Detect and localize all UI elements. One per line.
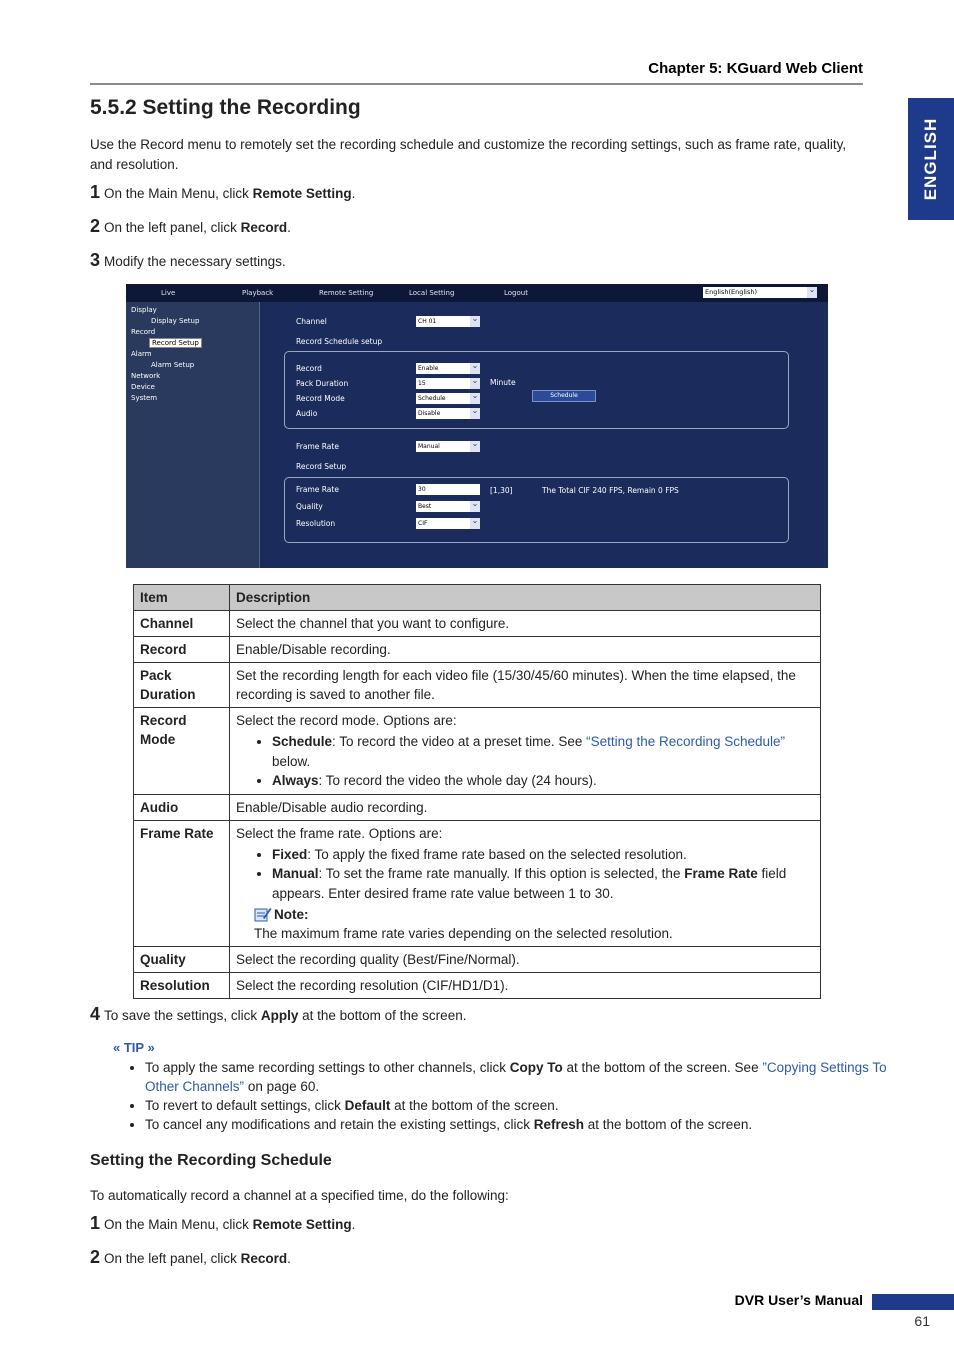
nav-logout[interactable]: Logout (504, 289, 528, 297)
step-text-end: . (287, 1251, 291, 1266)
tree-system[interactable]: System (131, 394, 158, 402)
step-text: Modify the necessary settings. (104, 254, 286, 269)
section-title: 5.5.2 Setting the Recording (90, 96, 361, 119)
header-description: Description (230, 585, 821, 611)
footer-accent-bar (872, 1294, 954, 1310)
row-description (230, 708, 821, 795)
fps-info: The Total CIF 240 FPS, Remain 0 FPS (542, 486, 679, 495)
option-bold: Frame Rate (684, 866, 758, 881)
step-text-end: . (287, 220, 291, 235)
tree-record[interactable]: Record (131, 328, 156, 336)
framerate-intro: Select the frame rate. Options are: (236, 825, 443, 841)
step-text: On the left panel, click (104, 1251, 241, 1266)
intro-paragraph: Use the Record menu to remotely set the recording schedule and customize the recording settings, such as frame rate, quality, and resolution. (90, 137, 847, 172)
tree-display-setup[interactable]: Display Setup (151, 317, 200, 325)
top-nav-bar (126, 284, 828, 302)
tip-label: « TIP » (113, 1040, 155, 1055)
frame-rate-range: [1,30] (490, 486, 513, 495)
nav-playback[interactable]: Playback (242, 289, 274, 297)
pack-duration-select[interactable]: 15 ⌄ (416, 378, 480, 389)
step-4 (90, 1004, 466, 1025)
step-text: On the Main Menu, click (104, 186, 253, 201)
schedule-setup-label: Record Schedule setup (296, 337, 383, 346)
step-bold: Record (240, 1251, 288, 1266)
tree-alarm[interactable]: Alarm (131, 350, 152, 358)
page-number: 61 (914, 1313, 930, 1329)
note-text: The maximum frame rate varies depending on the selected resolution. (254, 926, 673, 941)
table-row (134, 708, 821, 795)
frame-rate-label: Frame Rate (296, 442, 339, 451)
tip-text: To cancel any modifications and retain the existing settings, click (145, 1117, 534, 1132)
nav-live[interactable]: Live (161, 289, 176, 297)
mode-intro: Select the record mode. Options are: (236, 713, 457, 728)
step-1 (90, 182, 355, 203)
table-row (134, 973, 821, 999)
sub-step-2 (90, 1247, 291, 1268)
option-text-end: field appears. Enter desired frame rate value between 1 to 30. (272, 866, 787, 901)
step-text-end: at the bottom of the screen. (298, 1008, 467, 1023)
table-row (134, 663, 821, 708)
row-item: Pack Duration (134, 663, 230, 708)
tip-text-end: at the bottom of the screen. (583, 1117, 753, 1132)
tree-device[interactable]: Device (131, 383, 155, 391)
frame-rate-input-label: Frame Rate (296, 485, 339, 494)
channel-label: Channel (296, 317, 327, 326)
step-number: 1 (90, 182, 101, 202)
row-description: Set the recording length for each video file (15/30/45/60 minutes). When the time elapsed, the recording is saved to another file. (230, 663, 821, 708)
step-3 (90, 250, 286, 271)
settings-table (133, 584, 821, 999)
step-2 (90, 216, 291, 237)
option-name: Always (272, 773, 319, 788)
setup-group-box (284, 477, 789, 543)
note-icon (254, 906, 272, 922)
record-select[interactable]: Enable ⌄ (416, 363, 480, 374)
tip-bold: Default (344, 1098, 391, 1113)
note-block (236, 905, 814, 943)
nav-local-setting[interactable]: Local Setting (409, 289, 455, 297)
step-text: On the Main Menu, click (104, 1217, 253, 1232)
audio-select[interactable]: Disable ⌄ (416, 408, 480, 419)
option-text-end: below. (272, 753, 311, 769)
channel-select[interactable]: CH 01 ⌄ (416, 316, 480, 327)
step-number: 2 (90, 216, 101, 236)
language-select[interactable]: English(English) ⌄ (703, 287, 817, 298)
option-text: : To apply the fixed frame rate based on the selected resolution. (307, 846, 687, 862)
tip-text: To revert to default settings, click (145, 1098, 345, 1113)
list-item (145, 1058, 905, 1096)
table-row (134, 794, 821, 820)
quality-select[interactable]: Best ⌄ (416, 501, 480, 512)
tip-bold: Copy To (509, 1060, 563, 1075)
pack-duration-label: Pack Duration (296, 379, 349, 388)
row-item: Record Mode (134, 708, 230, 795)
list-item (272, 864, 814, 903)
note-label: Note: (274, 907, 309, 922)
list-item (272, 845, 814, 865)
step-bold: Remote Setting (252, 1217, 352, 1232)
step-number: 3 (90, 250, 101, 270)
footer-manual-title: DVR User’s Manual (734, 1292, 863, 1308)
step-number: 1 (90, 1213, 101, 1233)
tip-bold: Refresh (533, 1117, 584, 1132)
quality-label: Quality (296, 502, 323, 511)
step-text-end: . (351, 186, 356, 201)
list-item (145, 1115, 905, 1134)
tree-alarm-setup[interactable]: Alarm Setup (151, 361, 195, 369)
subsection-title: Setting the Recording Schedule (90, 1152, 332, 1169)
left-panel (126, 302, 260, 568)
table-row (134, 947, 821, 973)
option-text: : To record the video at a preset time. See (332, 734, 587, 749)
header-rule (90, 83, 863, 85)
row-item: Channel (134, 611, 230, 637)
schedule-button[interactable]: Schedule (532, 390, 596, 402)
step-text: On the left panel, click (104, 220, 241, 235)
list-item (272, 732, 814, 771)
list-item (145, 1096, 905, 1115)
tip-text: To apply the same recording settings to other channels, click (145, 1060, 510, 1075)
step-number: 4 (90, 1004, 101, 1024)
record-mode-select[interactable]: Schedule ⌄ (416, 393, 480, 404)
resolution-select[interactable]: CIF ⌄ (416, 518, 480, 529)
chapter-header: Chapter 5: KGuard Web Client (648, 60, 863, 77)
step-bold: Remote Setting (252, 186, 352, 201)
row-item: Quality (134, 947, 230, 973)
step-text: To save the settings, click (104, 1008, 261, 1023)
row-description: Enable/Disable audio recording. (230, 794, 821, 820)
frame-rate-input[interactable]: 30 (416, 484, 480, 495)
tree-network[interactable]: Network (131, 372, 161, 380)
table-row (134, 820, 821, 947)
step-bold: Apply (260, 1008, 299, 1023)
sub-intro: To automatically record a channel at a specified time, do the following: (90, 1188, 509, 1203)
record-label: Record (296, 364, 322, 373)
option-name: Schedule (272, 734, 333, 749)
resolution-label: Resolution (296, 519, 336, 528)
row-item: Resolution (134, 973, 230, 999)
side-tab-label: ENGLISH (921, 117, 940, 201)
tip-text: at the bottom of the screen. See (562, 1060, 763, 1075)
nav-remote-setting[interactable]: Remote Setting (319, 289, 374, 297)
schedule-link[interactable]: “Setting the Recording Schedule” (586, 734, 786, 749)
step-bold: Record (240, 220, 288, 235)
record-setup-label: Record Setup (296, 462, 347, 471)
list-item (272, 771, 814, 791)
record-setup-screenshot (126, 284, 828, 568)
table-row (134, 637, 821, 663)
row-description: Enable/Disable recording. (230, 637, 821, 663)
row-description: Select the recording quality (Best/Fine/Normal). (230, 947, 821, 973)
row-item: Frame Rate (134, 820, 230, 947)
tree-record-setup[interactable]: Record Setup (149, 338, 202, 348)
frame-rate-select[interactable]: Manual ⌄ (416, 441, 480, 452)
row-item: Record (134, 637, 230, 663)
tip-text-end: at the bottom of the screen. (390, 1098, 559, 1113)
row-item: Audio (134, 794, 230, 820)
record-mode-label: Record Mode (296, 394, 345, 403)
option-name: Manual (272, 866, 319, 881)
step-number: 2 (90, 1247, 101, 1267)
table-header-row (134, 585, 821, 611)
minute-label: Minute (490, 378, 516, 387)
option-text: : To set the frame rate manually. If this option is selected, the (318, 866, 685, 881)
header-item: Item (134, 585, 230, 611)
language-side-tab (908, 98, 954, 220)
copying-settings-link[interactable]: ”Copying Settings To Other Channels” (145, 1060, 887, 1094)
tip-text-end: on page 60. (244, 1079, 320, 1094)
row-description (230, 820, 821, 947)
table-row (134, 611, 821, 637)
tip-list (90, 1058, 905, 1134)
step-text-end: . (351, 1217, 356, 1232)
option-name: Fixed (272, 846, 308, 862)
mode-options (236, 732, 814, 791)
sub-step-1 (90, 1213, 355, 1234)
option-text: : To record the video the whole day (24 hours). (318, 773, 597, 788)
tree-display[interactable]: Display (131, 306, 157, 314)
framerate-options (236, 845, 814, 904)
row-description: Select the channel that you want to configure. (230, 611, 821, 637)
audio-label: Audio (296, 409, 318, 418)
row-description: Select the recording resolution (CIF/HD1/D1). (230, 973, 821, 999)
